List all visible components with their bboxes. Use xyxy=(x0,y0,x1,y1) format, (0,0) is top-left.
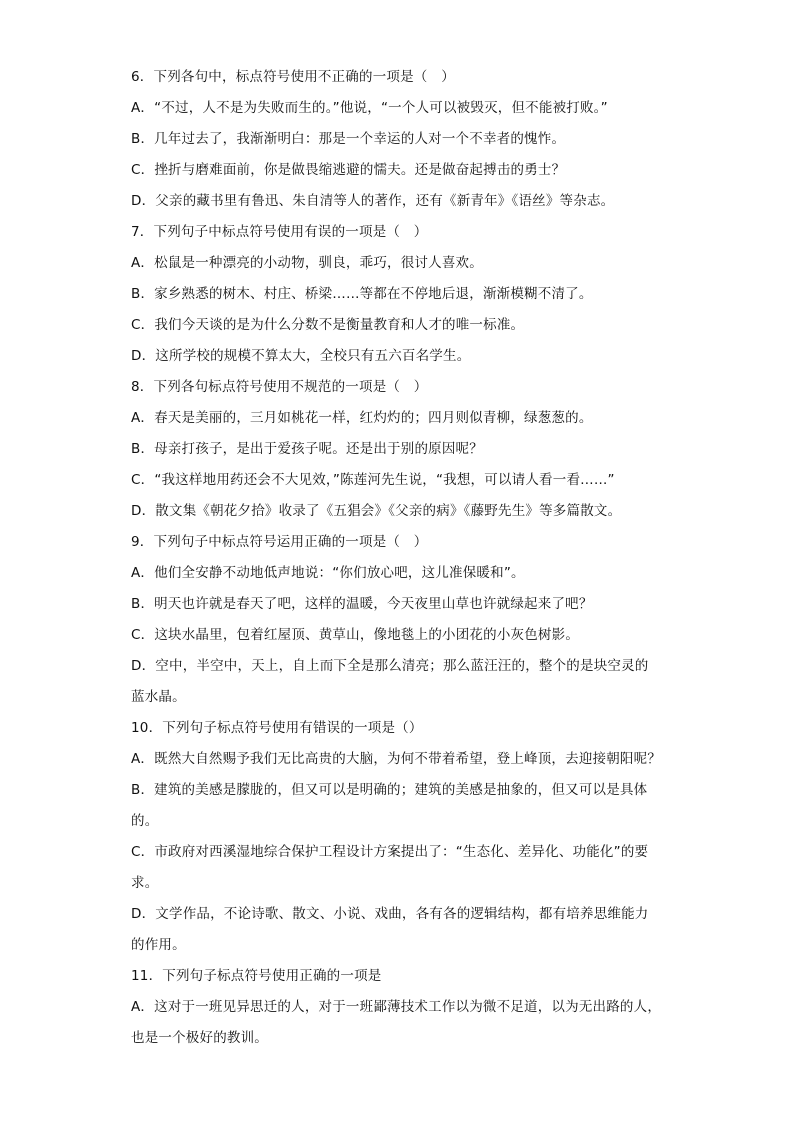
q9-option-b: B．明天也许就是春天了吧，这样的温暖，今天夜里山草也许就绿起来了吧？ xyxy=(131,596,593,612)
q9-option-d: D．空中，半空中，天上，自上而下全是那么清亮；那么蓝汪汪的，整个的是块空灵的 xyxy=(131,658,649,674)
q6-option-d: D．父亲的藏书里有鲁迅、朱自清等人的著作，还有《新青年》《语丝》等杂志。 xyxy=(131,193,615,209)
q8-option-b: B．母亲打孩子，是出于爱孩子呢。还是出于别的原因呢？ xyxy=(131,441,483,457)
q7-option-b: B．家乡熟悉的树木、村庄、桥梁……等都在不停地后退，渐渐模糊不清了。 xyxy=(131,286,593,302)
q10-option-d: D．文学作品，不论诗歌、散文、小说、戏曲，各有各的逻辑结构，都有培养思维能力 xyxy=(131,906,649,922)
q10-option-c-cont: 求。 xyxy=(131,875,159,891)
q9-option-d-cont: 蓝水晶。 xyxy=(131,689,186,705)
q8-stem: 8．下列各句标点符号使用不规范的一项是（ ） xyxy=(131,379,428,395)
q11-stem: 11．下列句子标点符号使用正确的一项是 xyxy=(131,968,382,984)
q7-option-a: A．松鼠是一种漂亮的小动物，驯良，乖巧，很讨人喜欢。 xyxy=(131,255,483,271)
q7-option-c: C．我们今天谈的是为什么分数不是衡量教育和人才的唯一标准。 xyxy=(131,317,525,333)
q10-option-b: B．建筑的美感是朦胧的，但又可以是明确的；建筑的美感是抽象的，但又可以是具体 xyxy=(131,782,648,798)
q10-option-c: C．市政府对西溪湿地综合保护工程设计方案提出了：“生态化、差异化、功能化”的要 xyxy=(131,844,649,860)
question-text xyxy=(131,62,661,1054)
q10-stem: 10．下列句子标点符号使用有错误的一项是（） xyxy=(131,720,423,736)
q6-option-a: A．“不过，人不是为失败而生的。”他说，“一个人可以被毁灭，但不能被打败。” xyxy=(131,100,608,116)
q8-option-d: D．散文集《朝花夕拾》收录了《五猖会》《父亲的病》《藤野先生》等多篇散文。 xyxy=(131,503,622,519)
q8-option-a: A．春天是美丽的，三月如桃花一样，红灼灼的；四月则似青柳，绿葱葱的。 xyxy=(131,410,593,426)
q6-stem: 6．下列各句中，标点符号使用不正确的一项是（ ） xyxy=(131,69,455,85)
q9-option-a: A．他们全安静不动地低声地说：“你们放心吧，这儿准保暖和”。 xyxy=(131,565,525,581)
q8-option-c: C．“我这样地用药还会不大见效，”陈莲河先生说，“我想，可以请人看一看……” xyxy=(131,472,615,488)
q7-option-d: D．这所学校的规模不算太大，全校只有五六百名学生。 xyxy=(131,348,471,364)
q9-stem: 9．下列句子中标点符号运用正确的一项是（ ） xyxy=(131,534,428,550)
q6-option-b: B．几年过去了，我渐渐明白：那是一个幸运的人对一个不幸者的愧怍。 xyxy=(131,131,566,147)
q10-option-d-cont: 的作用。 xyxy=(131,937,186,953)
q10-option-a: A．既然大自然赐予我们无比高贵的大脑，为何不带着希望，登上峰顶，去迎接朝阳呢？ xyxy=(131,751,662,767)
q9-option-c: C．这块水晶里，包着红屋顶、黄草山，像地毯上的小团花的小灰色树影。 xyxy=(131,627,580,643)
q10-option-b-cont: 的。 xyxy=(131,813,159,829)
q6-option-c: C．挫折与磨难面前，你是做畏缩逃避的懦夫。还是做奋起搏击的勇士？ xyxy=(131,162,566,178)
q7-stem: 7．下列句子中标点符号使用有误的一项是（ ） xyxy=(131,224,428,240)
q11-option-a: A．这对于一班见异思迁的人，对于一班鄙薄技术工作以为微不足道，以为无出路的人， xyxy=(131,999,662,1015)
q11-option-a-cont: 也是一个极好的教训。 xyxy=(131,1030,268,1046)
